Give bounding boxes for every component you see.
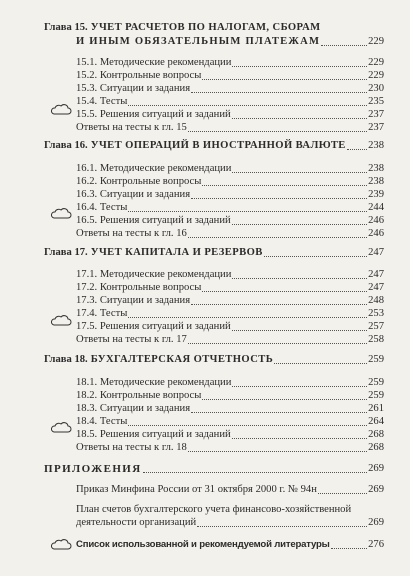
appendix-item-plan-line2: деятельности организаций 269: [76, 517, 384, 528]
toc-item: 16.2. Контрольные вопросы 238: [76, 176, 384, 187]
chapter-17-heading: [44, 247, 384, 259]
toc-item: 18.2. Контрольные вопросы 259: [76, 390, 384, 401]
cloud-icon: [50, 102, 72, 116]
leader-dots: [264, 256, 367, 257]
toc-item: 15.2. Контрольные вопросы 229: [76, 70, 384, 81]
appendix-item-plan-line1: План счетов бухгалтерского учета финансово-хозяйственной: [76, 504, 352, 515]
leader-dots: [347, 149, 367, 150]
chapter-17-title: УЧЕТ КАПИТАЛА И РЕЗЕРВОВ: [90, 247, 263, 258]
chapter-16-title: УЧЕТ ОПЕРАЦИЙ В ИНОСТРАННОЙ ВАЛЮТЕ: [90, 140, 346, 151]
appendix-page: 269: [368, 463, 384, 474]
toc-item: 16.5. Решения ситуаций и заданий 246: [76, 215, 384, 226]
toc-item: 16.4. Тесты 244: [76, 202, 384, 213]
appendix-title: ПРИЛОЖЕНИЯ: [44, 463, 142, 475]
toc-item: 18.1. Методические рекомендации 259: [76, 377, 384, 388]
literature-line: [76, 539, 384, 551]
toc-item: 16.1. Методические рекомендации 238: [76, 163, 384, 174]
cloud-icon: [50, 206, 72, 220]
toc-item: Ответы на тесты к гл. 18 268: [76, 442, 384, 453]
chapter-16-label: Глава 16.: [44, 140, 88, 151]
toc-item: 15.3. Ситуации и задания 230: [76, 83, 384, 94]
chapter-16-heading: [44, 140, 384, 152]
toc-item: 17.2. Контрольные вопросы 247: [76, 282, 384, 293]
chapter-15-page: 229: [368, 36, 384, 47]
toc-item: 15.4. Тесты 235: [76, 96, 384, 107]
chapter-18-page: 259: [368, 354, 384, 365]
toc-item: Ответы на тесты к гл. 16 246: [76, 228, 384, 239]
toc-item: 17.3. Ситуации и задания 248: [76, 295, 384, 306]
leader-dots: [143, 472, 368, 473]
chapter-18-heading: [44, 354, 384, 366]
cloud-icon: [50, 420, 72, 434]
leader-dots: [274, 363, 367, 364]
toc-item: 17.5. Решения ситуаций и заданий 257: [76, 321, 384, 332]
chapter-17-label: Глава 17.: [44, 247, 88, 258]
literature-title: Список использованной и рекомендуемой литературы: [76, 539, 330, 550]
toc-item: 15.5. Решения ситуаций и заданий 237: [76, 109, 384, 120]
chapter-17-page: 247: [368, 247, 384, 258]
appendix-heading: [44, 463, 384, 475]
toc-item: 18.5. Решения ситуаций и заданий 268: [76, 429, 384, 440]
toc-item: 15.1. Методические рекомендации 229: [76, 57, 384, 68]
chapter-15-title-line2: И ИНЫМ ОБЯЗАТЕЛЬНЫМ ПЛАТЕЖАМ: [76, 36, 321, 47]
literature-page: 276: [368, 539, 384, 550]
leader-dots: [331, 548, 367, 549]
chapter-15-heading-line2: [76, 36, 384, 48]
toc-item: Ответы на тесты к гл. 17 258: [76, 334, 384, 345]
chapter-18-title: БУХГАЛТЕРСКАЯ ОТЧЕТНОСТЬ: [90, 354, 274, 365]
toc-item: 16.3. Ситуации и задания 239: [76, 189, 384, 200]
toc-item: 17.4. Тесты 253: [76, 308, 384, 319]
cloud-icon: [50, 537, 72, 551]
chapter-15-title-line1: УЧЕТ РАСЧЕТОВ ПО НАЛОГАМ, СБОРАМ: [90, 22, 321, 33]
cloud-icon: [50, 313, 72, 327]
toc-item: Ответы на тесты к гл. 15 237: [76, 122, 384, 133]
toc-item: 17.1. Методические рекомендации 247: [76, 269, 384, 280]
chapter-15-label: Глава 15.: [44, 22, 88, 33]
chapter-16-page: 238: [368, 140, 384, 151]
chapter-15-heading-line1: [44, 22, 384, 34]
appendix-item-order: Приказ Минфина России от 31 октября 2000 г. № 94н 269: [76, 484, 384, 495]
chapter-18-label: Глава 18.: [44, 354, 88, 365]
toc-item: 18.3. Ситуации и задания 261: [76, 403, 384, 414]
toc-item: 18.4. Тесты 264: [76, 416, 384, 427]
leader-dots: [321, 45, 367, 46]
